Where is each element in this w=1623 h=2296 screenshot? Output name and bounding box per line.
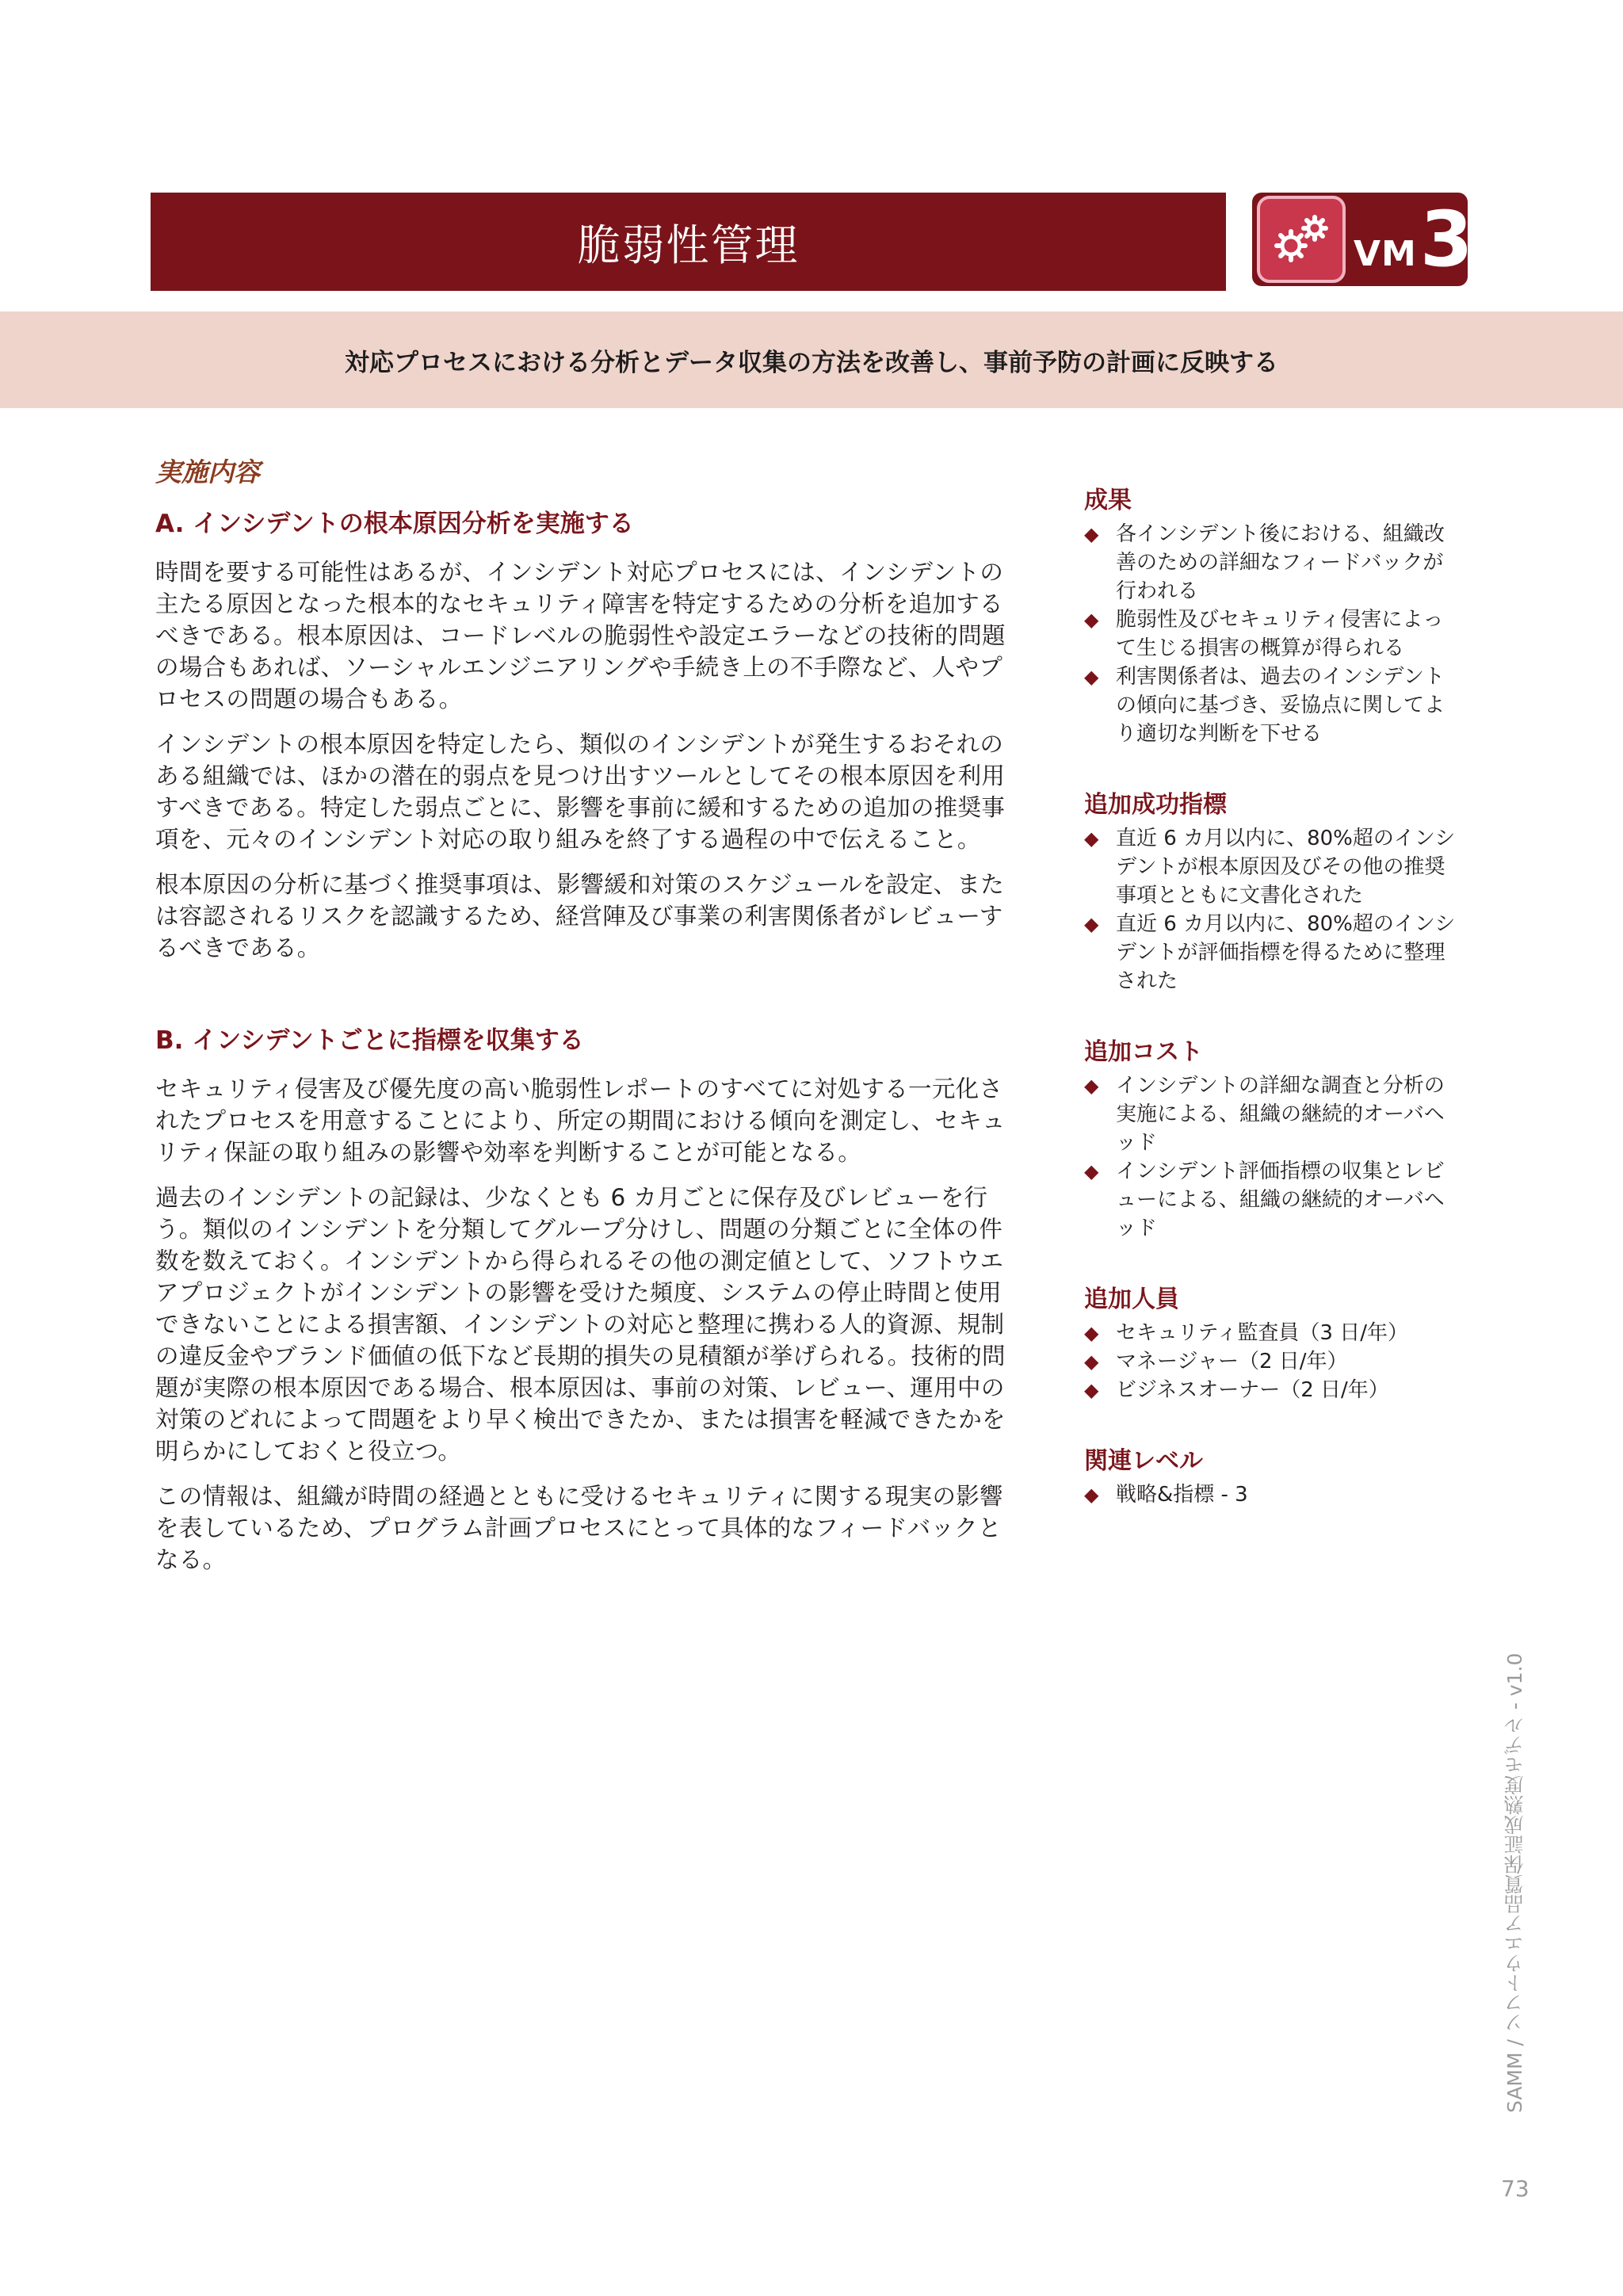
list-item-text: マネージャー（2 日/年）: [1116, 1350, 1348, 1373]
logo-level: 3: [1419, 195, 1473, 284]
sidebar-heading: 成果: [1084, 487, 1132, 514]
list-item-text: インシデントの詳細な調査と分析の実施による、組織の継続的オーバヘッド: [1116, 1074, 1445, 1155]
list-item: [1084, 663, 1457, 748]
list-item: [1084, 1347, 1457, 1376]
logo-label: [1354, 195, 1473, 284]
list-item-text: セキュリティ監査員（3 日/年）: [1116, 1321, 1408, 1345]
list-item-text: 直近 6 カ月以内に、80%超のインシデントが評価指標を得るために整理された: [1116, 912, 1456, 993]
list-item-text: ビジネスオーナー（2 日/年）: [1116, 1378, 1389, 1402]
list-item: [1084, 1376, 1457, 1404]
list-item-text: インシデント評価指標の収集とレビューによる、組織の継続的オーバヘッド: [1116, 1159, 1445, 1240]
list-item: [1084, 1157, 1457, 1243]
diamond-bullet-icon: ◆: [1084, 523, 1099, 545]
additional-costs-block: [1084, 1032, 1457, 1243]
list-item-text: 各インシデント後における、組織改善のための詳細なフィードバックが行われる: [1116, 522, 1445, 603]
sidebar-heading: 追加成功指標: [1084, 791, 1227, 819]
main-column: [155, 452, 1023, 1589]
list-item-text: 直近 6 カ月以内に、80%超のインシデントが根本原因及びその他の推奨事項とともに文書化された: [1116, 827, 1456, 907]
diamond-bullet-icon: ◆: [1084, 1379, 1099, 1401]
list-item: [1084, 1072, 1457, 1157]
list-item: [1084, 824, 1457, 910]
list-item: [1084, 606, 1457, 663]
diamond-bullet-icon: ◆: [1084, 827, 1099, 850]
related-levels-block: [1084, 1441, 1457, 1509]
diamond-bullet-icon: ◆: [1084, 1322, 1099, 1344]
list-item-text: 脆弱性及びセキュリティ侵害によって生じる損害の概算が得られる: [1116, 608, 1444, 660]
diamond-bullet-icon: ◆: [1084, 609, 1099, 631]
success-metrics-block: [1084, 785, 1457, 995]
vm3-logo: [1252, 193, 1473, 286]
logo-practice-code: VM: [1354, 234, 1417, 274]
diamond-bullet-icon: ◆: [1084, 666, 1099, 688]
paragraph: インシデントの根本原因を特定したら、類似のインシデントが発生するおそれのある組織では、ほかの潜在的弱点を見つけ出すツールとしてその根本原因を利用すべきである。特定した弱点ごとに、影響を事前に緩和するための追加の推奨事項を、元々のインシデント対応の取り組みを終了する過程の中で伝えること。: [155, 731, 1006, 853]
sidebar-heading: 関連レベル: [1084, 1447, 1203, 1475]
page-title-bar: [151, 193, 1226, 291]
results-block: [1084, 480, 1457, 748]
diamond-bullet-icon: ◆: [1084, 1160, 1099, 1182]
diamond-bullet-icon: ◆: [1084, 913, 1099, 935]
additional-personnel-block: [1084, 1279, 1457, 1404]
activity-b: [155, 1020, 1023, 1576]
document-footer-title: SAMM / ソフトウエア品質保証成熟度モデル - v1.0: [1503, 1652, 1526, 2113]
list-item-text: 戦略&指標 - 3: [1116, 1483, 1248, 1507]
paragraph: セキュリティ侵害及び優先度の高い脆弱性レポートのすべてに対処する一元化されたプロセスを用意することにより、所定の期間における傾向を測定し、セキュリティ保証の取り組みの影響や効率を判断することが可能となる。: [155, 1075, 1006, 1166]
list-item: [1084, 520, 1457, 606]
objective-band: [0, 311, 1623, 408]
diamond-bullet-icon: ◆: [1084, 1484, 1099, 1506]
paragraph: 根本原因の分析に基づく推奨事項は、影響緩和対策のスケジュールを設定、または容認されるリスクを認識するため、経営陣及び事業の利害関係者がレビューするべきである。: [155, 871, 1005, 961]
list-item: [1084, 910, 1457, 995]
diamond-bullet-icon: ◆: [1084, 1075, 1099, 1097]
list-item-text: 利害関係者は、過去のインシデントの傾向に基づき、妥協点に関してより適切な判断を下せる: [1116, 665, 1445, 746]
paragraph: 時間を要する可能性はあるが、インシデント対応プロセスには、インシデントの主たる原因となった根本的なセキュリティ障害を特定するための分析を追加するべきである。根本原因は、コードレベルの脆弱性や設定エラーなどの技術的問題の場合もあれば、ソーシャルエンジニアリングや手続き上の不手際など、人やプロセスの問題の場合もある。: [155, 559, 1006, 712]
sidebar-heading: 追加コスト: [1084, 1038, 1203, 1066]
objective-text: 対応プロセスにおける分析とデータ収集の方法を改善し、事前予防の計画に反映する: [345, 348, 1278, 377]
sidebar: [1084, 480, 1457, 1545]
paragraph: 過去のインシデントの記録は、少なくとも 6 カ月ごとに保存及びレビューを行う。類似のインシデントを分類してグループ分けし、問題の分類ごとに全体の件数を数えておく。インシデントから得られるその他の測定値として、ソフトウエアプロジェクトがインシデントの影響を受けた頻度、システムの停止時間と使用できないことによる損害額、インシデントの対応と整理に携わる人的資源、規制の違反金やブランド価値の低下など長期的損失の見積額が挙げられる。技術的問題が実際の根本原因である場合、根本原因は、事前の対策、レビュー、運用中の対策のどれによって問題をより早く検出できたか、または損害を軽減できたかを明らかにしておくと役立つ。: [155, 1184, 1006, 1465]
gears-icon: [1257, 196, 1346, 283]
activity-a: [155, 503, 1023, 964]
section-heading: 実施内容: [155, 457, 260, 487]
list-item: [1084, 1319, 1457, 1347]
diamond-bullet-icon: ◆: [1084, 1350, 1099, 1373]
activity-title: A. インシデントの根本原因分析を実施する: [155, 510, 634, 538]
page-title: 脆弱性管理: [577, 220, 800, 270]
sidebar-heading: 追加人員: [1084, 1286, 1179, 1313]
paragraph: この情報は、組織が時間の経過とともに受けるセキュリティに関する現実の影響を表しているため、プログラム計画プロセスにとって具体的なフィードバックとなる。: [155, 1483, 1003, 1573]
section-spacer: [155, 977, 1023, 1020]
list-item: [1084, 1480, 1457, 1509]
page-number: 73: [1501, 2176, 1529, 2202]
activity-title: B. インシデントごとに指標を収集する: [155, 1026, 584, 1055]
